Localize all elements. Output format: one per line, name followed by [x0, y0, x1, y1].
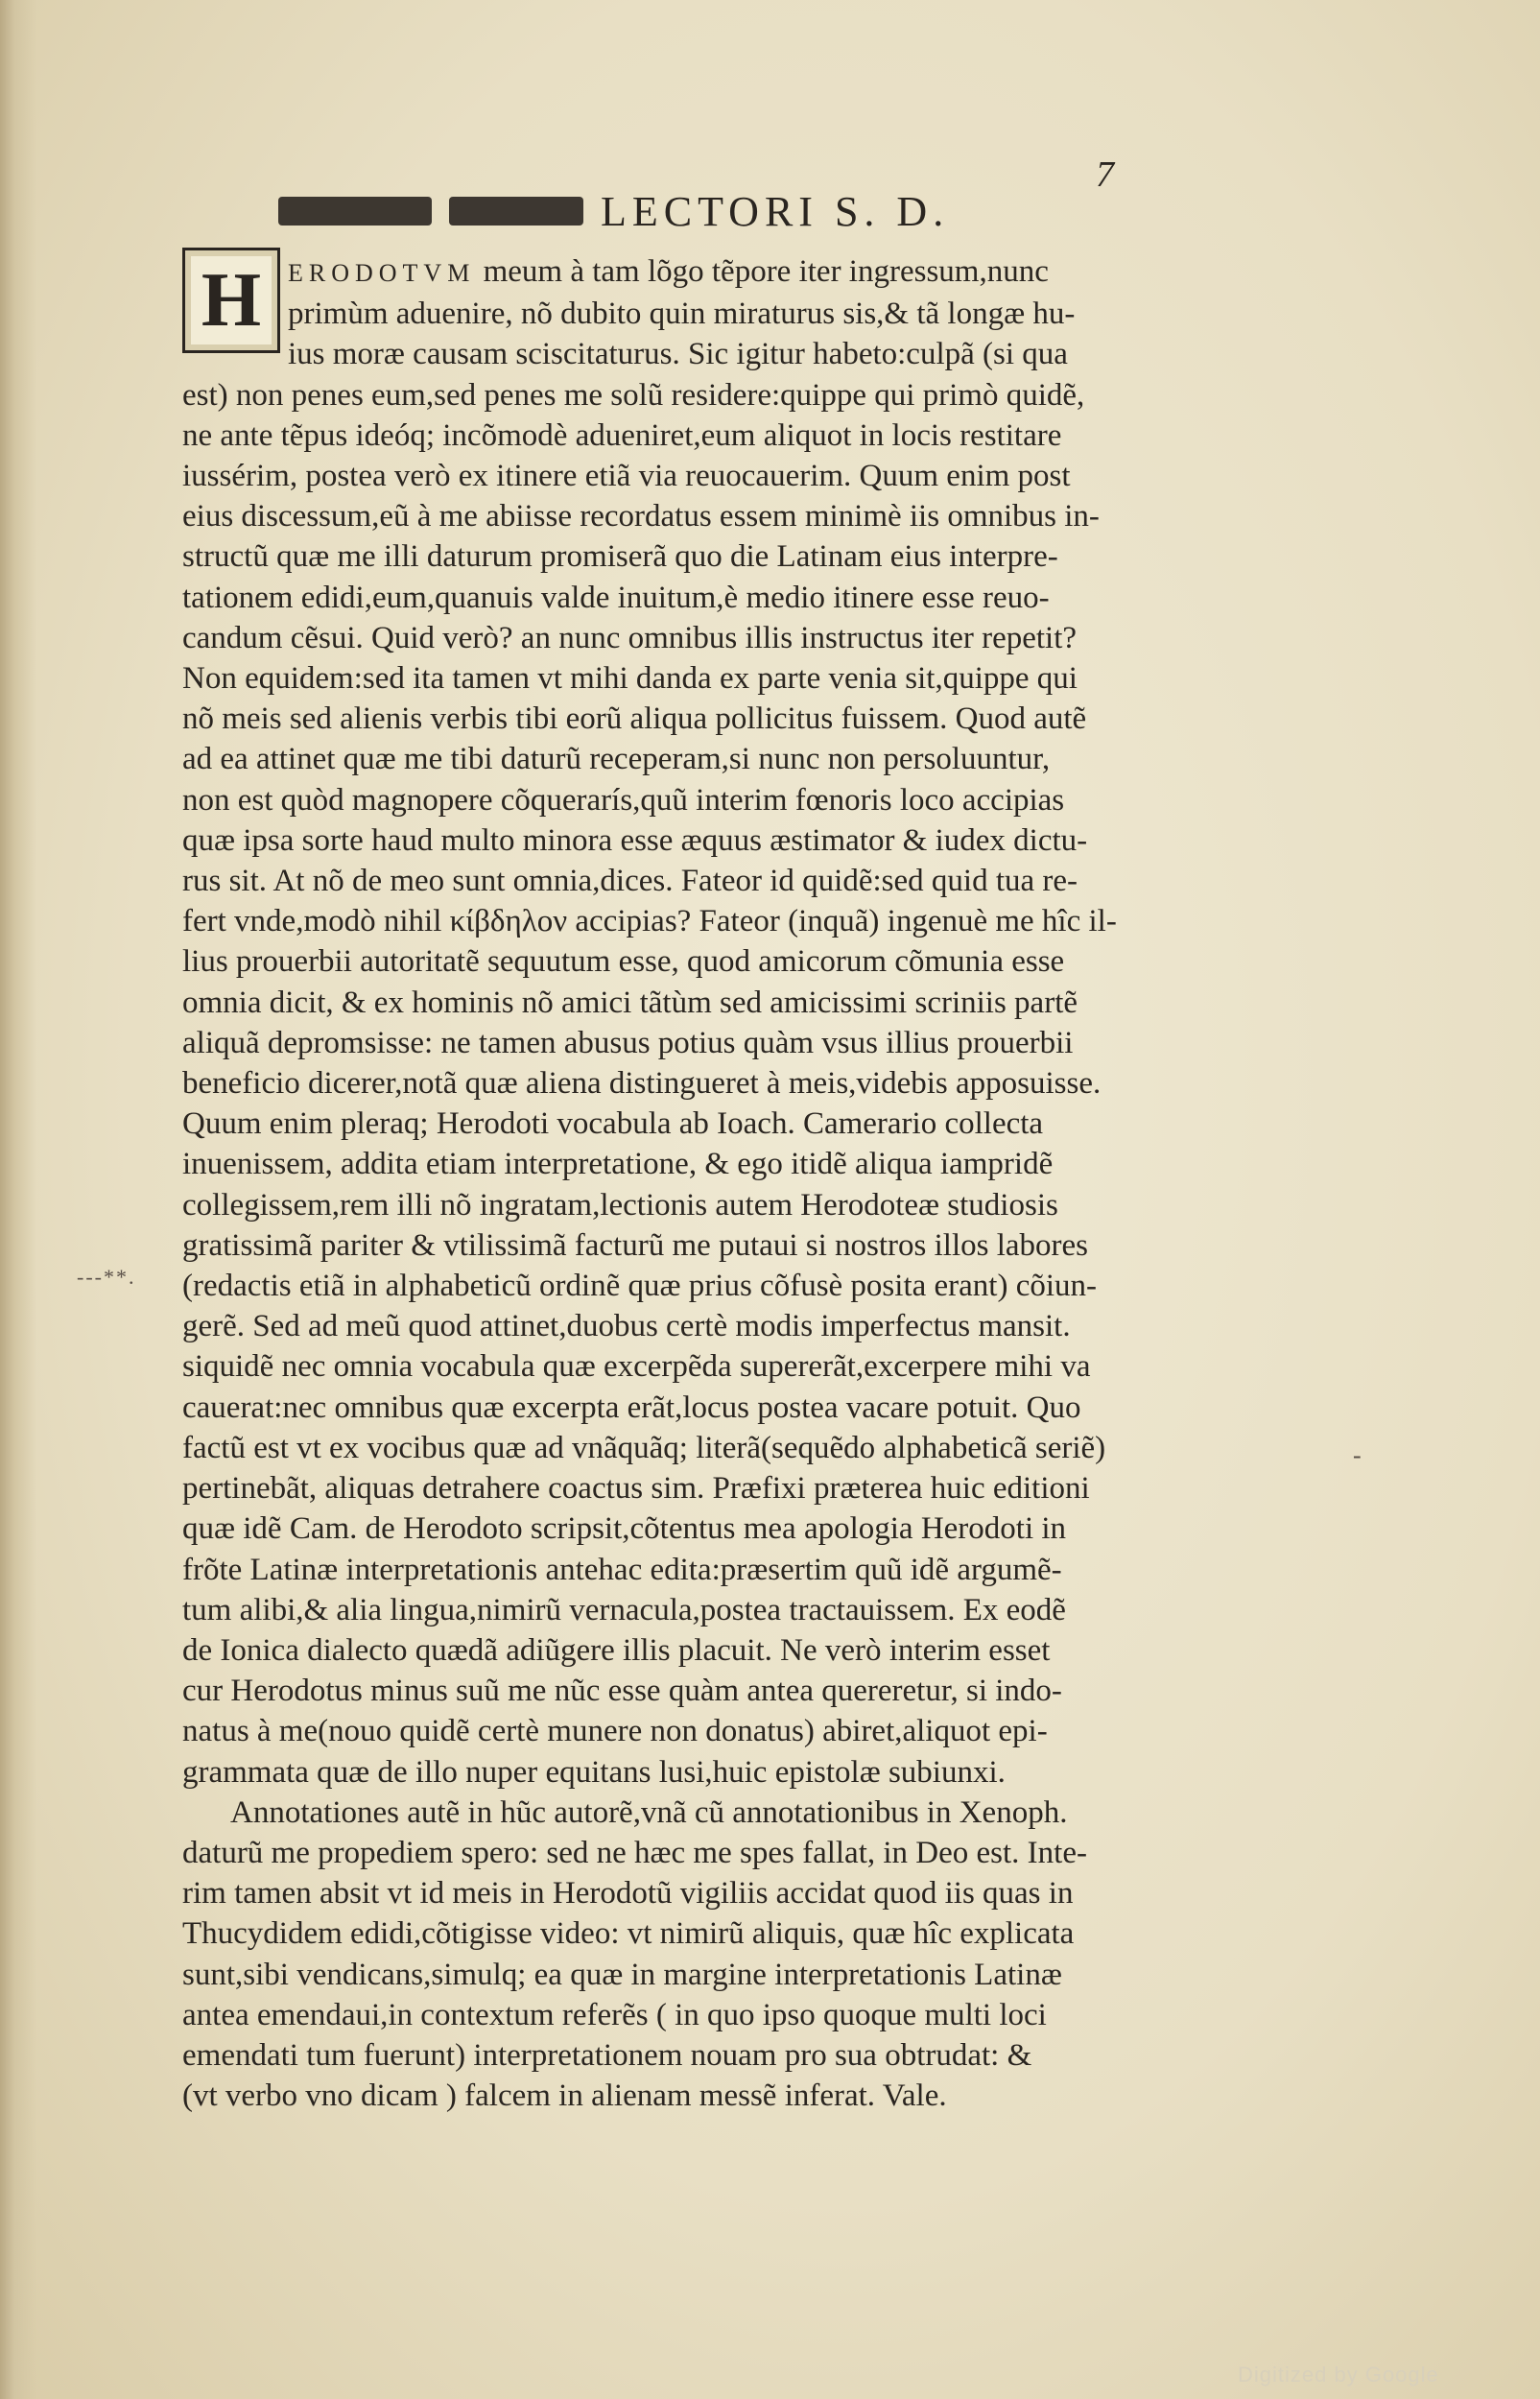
text-line: omnia dicit, & ex hominis nõ amici tãtùm sed amicissimi scriniis partẽ: [182, 985, 1078, 1020]
text-line: pertinebãt, aliquas detrahere coactus sim. Præfixi præterea huic editioni: [182, 1471, 1090, 1507]
text-line: candum cẽsui. Quid verò? an nunc omnibus illis instructus iter repetit?: [182, 620, 1078, 655]
header: [278, 182, 1238, 240]
text-line: structũ quæ me illi daturum promiserã quo die Latinam eius interpre-: [182, 539, 1058, 575]
text-line: primùm aduenire, nõ dubito quin miraturus sis,& tã longæ hu-: [288, 297, 1076, 332]
text-line: factũ est vt ex vocibus quæ ad vnãquãq; literã(sequẽdo alphabeticã seriẽ): [182, 1430, 1106, 1465]
text-line: Quum enim pleraq; Herodoti vocabula ab Ioach. Camerario collecta: [182, 1106, 1044, 1142]
text-line: aliquã depromsisse: ne tamen abusus potius quàm vsus illius prouerbii: [182, 1025, 1074, 1060]
header-title: LECTORI S. D.: [601, 187, 950, 235]
drop-cap-letter: H: [201, 258, 262, 343]
text-line: inuenissem, addita etiam interpretatione, & ego itidẽ aliqua iampridẽ: [182, 1147, 1054, 1182]
text-line: fert vnde,modò nihil κίβδηλον accipias? Fateor (inquã) ingenuè me hîc il-: [182, 904, 1117, 939]
text-line: beneficio dicerer,notã quæ aliena distingueret à meis,videbis apposuisse.: [182, 1066, 1102, 1102]
text-line: Annotationes autẽ in hũc autorẽ,vnã cũ annotationibus in Xenoph.: [230, 1794, 1068, 1830]
text-line: quæ ipsa sorte haud multo minora esse æquus æstimator & iudex dictu-: [182, 822, 1088, 858]
text-line: ne ante tẽpus ideóq; incõmodè adueniret,eum aliquot in locis restitare: [182, 417, 1062, 453]
text-line: iussérim, postea verò ex itinere etiã via reuocauerim. Quum enim post: [182, 459, 1071, 494]
page-edge-shadow: [0, 0, 36, 2399]
text-line: collegissem,rem illi nõ ingratam,lectionis autem Herodoteæ studiosis: [182, 1187, 1058, 1223]
text-line: tum alibi,& alia lingua,nimirũ vernacula,postea tractauissem. Ex eodẽ: [182, 1592, 1066, 1627]
margin-tick: -: [1353, 1441, 1362, 1469]
text-line: antea emendaui,in contextum referẽs ( in quo ipso quoque multi loci: [182, 1997, 1047, 2032]
text-line: daturũ me propediem spero: sed ne hæc me spes fallat, in Deo est. Inte-: [182, 1835, 1087, 1870]
first-word: ERODOTVM: [288, 259, 476, 287]
text-line: siquidẽ nec omnia vocabula quæ excerpẽda supererãt,excerpere mihi va: [182, 1349, 1091, 1385]
text-line: (redactis etiã in alphabeticũ ordinẽ quæ prius cõfusè posita erant) cõiun-: [182, 1269, 1098, 1304]
text-line: nõ meis sed alienis verbis tibi eorũ aliqua pollicitus fuissem. Quod autẽ: [182, 701, 1087, 737]
text-line: Non equidem:sed ita tamen vt mihi danda ex parte venia sit,quippe qui: [182, 661, 1078, 697]
text-line: grammata quæ de illo nuper equitans lusi,huic epistolæ subiunxi.: [182, 1754, 1006, 1790]
text-line: non est quòd magnopere cõquerarís,quũ interim fœnoris loco accipias: [182, 782, 1065, 818]
text-line: est) non penes eum,sed penes me solũ residere:quippe qui primò quidẽ,: [182, 377, 1085, 413]
struck-out-word: [449, 197, 583, 226]
text-line: lius prouerbii autoritatẽ sequutum esse, quod amicorum cõmunia esse: [182, 944, 1065, 980]
text-line: ad ea attinet quæ me tibi daturũ receperam,si nunc non persoluuntur,: [182, 742, 1051, 777]
text-line: gratissimã pariter & vtilissimã facturũ me putaui si nostros illos labores: [182, 1227, 1088, 1263]
struck-out-word: [278, 197, 432, 226]
letter-body: [182, 251, 1190, 2116]
text-line: natus à me(nouo quidẽ certè munere non donatus) abiret,aliquot epi-: [182, 1714, 1048, 1749]
text-line: frõte Latinæ interpretationis antehac edita:præsertim quũ idẽ argumẽ-: [182, 1552, 1062, 1587]
text-line: sunt,sibi vendicans,simulq; ea quæ in margine interpretationis Latinæ: [182, 1957, 1062, 1992]
text-line: gerẽ. Sed ad meũ quod attinet,duobus certè modis imperfectus mansit.: [182, 1309, 1071, 1344]
margin-note: ---**.: [77, 1265, 136, 1289]
text-line: ERODOTVM meum à tam lõgo tẽpore iter ingressum,nunc: [288, 254, 1049, 289]
text-line: (vt verbo vno dicam ) falcem in alienam messẽ inferat. Vale.: [182, 2078, 947, 2114]
text-line: rus sit. At nõ de meo sunt omnia,dices. Fateor id quidẽ:sed quid tua re-: [182, 864, 1078, 899]
text-line: eius discessum,eũ à me abiisse recordatus essem minimè iis omnibus in-: [182, 499, 1100, 534]
text-line: quæ idẽ Cam. de Herodoto scripsit,cõtentus mea apologia Herodoti in: [182, 1511, 1067, 1547]
watermark: Digitized by Google: [1238, 2363, 1439, 2387]
text-line: Thucydidem edidi,cõtigisse video: vt nimirũ aliquis, quæ hîc explicata: [182, 1916, 1075, 1952]
text-line: cauerat:nec omnibus quæ excerpta erãt,locus postea vacare potuit. Quo: [182, 1390, 1081, 1425]
text-line: emendati tum fuerunt) interpretationem nouam pro sua obtrudat: &: [182, 2037, 1032, 2073]
text-line: ius moræ causam sciscitaturus. Sic igitur habeto:culpã (si qua: [288, 337, 1068, 372]
page-number: 7: [1096, 154, 1114, 195]
text-line: de Ionica dialecto quædã adiũgere illis placuit. Ne verò interim esset: [182, 1632, 1051, 1668]
text-line: tationem edidi,eum,quanuis valde inuitum,è medio itinere esse reuo-: [182, 580, 1050, 615]
text-line: rim tamen absit vt id meis in Herodotũ vigiliis accidat quod iis quas in: [182, 1876, 1074, 1912]
text-line: cur Herodotus minus suũ me nũc esse quàm antea quereretur, si indo-: [182, 1674, 1062, 1709]
